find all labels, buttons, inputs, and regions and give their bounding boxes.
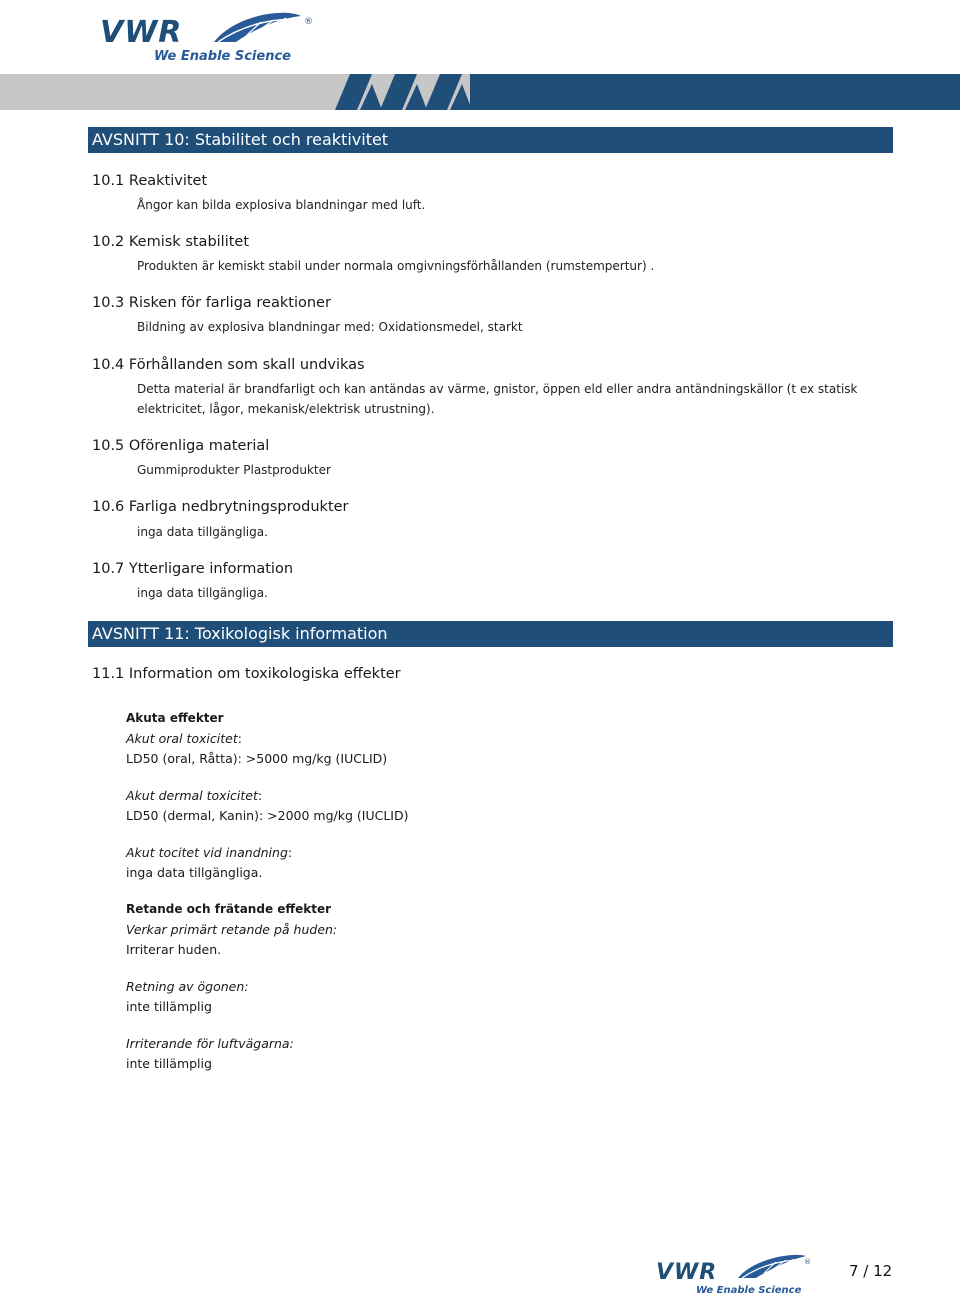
vwr-logo-bottom-wordmark: VWR bbox=[656, 1260, 718, 1285]
eye-irritation-label: Retning av ögonen: bbox=[126, 979, 249, 994]
skin-irritation-label: Verkar primärt retande på huden: bbox=[126, 922, 338, 937]
text-10-1: Ångor kan bilda explosiva blandningar med luft. bbox=[137, 198, 426, 212]
acute-effects-title: Akuta effekter bbox=[126, 711, 224, 725]
heading-10-7: 10.7 Ytterligare information bbox=[92, 561, 294, 577]
heading-10-1: 10.1 Reaktivitet bbox=[92, 173, 208, 189]
vwr-logo-top bbox=[96, 8, 316, 66]
acute-oral-value: LD50 (oral, Råtta): >5000 mg/kg (IUCLID) bbox=[126, 751, 388, 766]
svg-text:®: ® bbox=[804, 1258, 811, 1266]
vwr-logo-bottom-tagline: We Enable Science bbox=[696, 1285, 802, 1296]
vwr-logo-bottom bbox=[654, 1252, 814, 1296]
eye-irritation-value: inte tillämplig bbox=[126, 999, 212, 1014]
heading-10-2: 10.2 Kemisk stabilitet bbox=[92, 234, 250, 250]
heading-11-1: 11.1 Information om toxikologiska effekter bbox=[92, 666, 401, 682]
page-number: 7 / 12 bbox=[849, 1262, 893, 1280]
acute-inhalation-value: inga data tillgängliga. bbox=[126, 865, 263, 880]
airway-irritation-value: inte tillämplig bbox=[126, 1056, 212, 1071]
text-10-3: Bildning av explosiva blandningar med: Oxidationsmedel, starkt bbox=[137, 320, 523, 334]
heading-10-4: 10.4 Förhållanden som skall undvikas bbox=[92, 357, 365, 373]
svg-text:®: ® bbox=[304, 17, 313, 27]
airway-irritation-label: Irriterande för luftvägarna: bbox=[126, 1036, 294, 1051]
vwr-logo-wordmark: VWR bbox=[100, 15, 183, 50]
text-10-5: Gummiprodukter Plastprodukter bbox=[137, 463, 331, 477]
header-band bbox=[0, 74, 960, 110]
corrosive-effects-title: Retande och frätande effekter bbox=[126, 902, 332, 916]
text-10-4-line2: elektricitet, lågor, mekanisk/elektrisk utrustning). bbox=[137, 402, 435, 416]
text-10-7: inga data tillgängliga. bbox=[137, 586, 268, 600]
acute-oral-label: Akut oral toxicitet: bbox=[126, 731, 242, 746]
skin-irritation-value: Irriterar huden. bbox=[126, 942, 222, 957]
section-11-title: AVSNITT 11: Toxikologisk information bbox=[88, 621, 893, 647]
text-10-2: Produkten är kemiskt stabil under normala omgivningsförhållanden (rumstempertur) . bbox=[137, 259, 655, 273]
acute-dermal-value: LD50 (dermal, Kanin): >2000 mg/kg (IUCLID) bbox=[126, 808, 409, 823]
text-10-4-line1: Detta material är brandfarligt och kan antändas av värme, gnistor, öppen eld eller andra antändningskällor (t ex statisk bbox=[137, 382, 858, 396]
text-10-6: inga data tillgängliga. bbox=[137, 525, 268, 539]
section-10-title: AVSNITT 10: Stabilitet och reaktivitet bbox=[88, 127, 893, 153]
vwr-logo-tagline: We Enable Science bbox=[154, 49, 291, 64]
acute-inhalation-label: Akut tocitet vid inandning: bbox=[126, 845, 293, 860]
acute-dermal-label: Akut dermal toxicitet: bbox=[126, 788, 263, 803]
heading-10-5: 10.5 Oförenliga material bbox=[92, 438, 270, 454]
heading-10-3: 10.3 Risken för farliga reaktioner bbox=[92, 295, 331, 311]
heading-10-6: 10.6 Farliga nedbrytningsprodukter bbox=[92, 499, 349, 515]
